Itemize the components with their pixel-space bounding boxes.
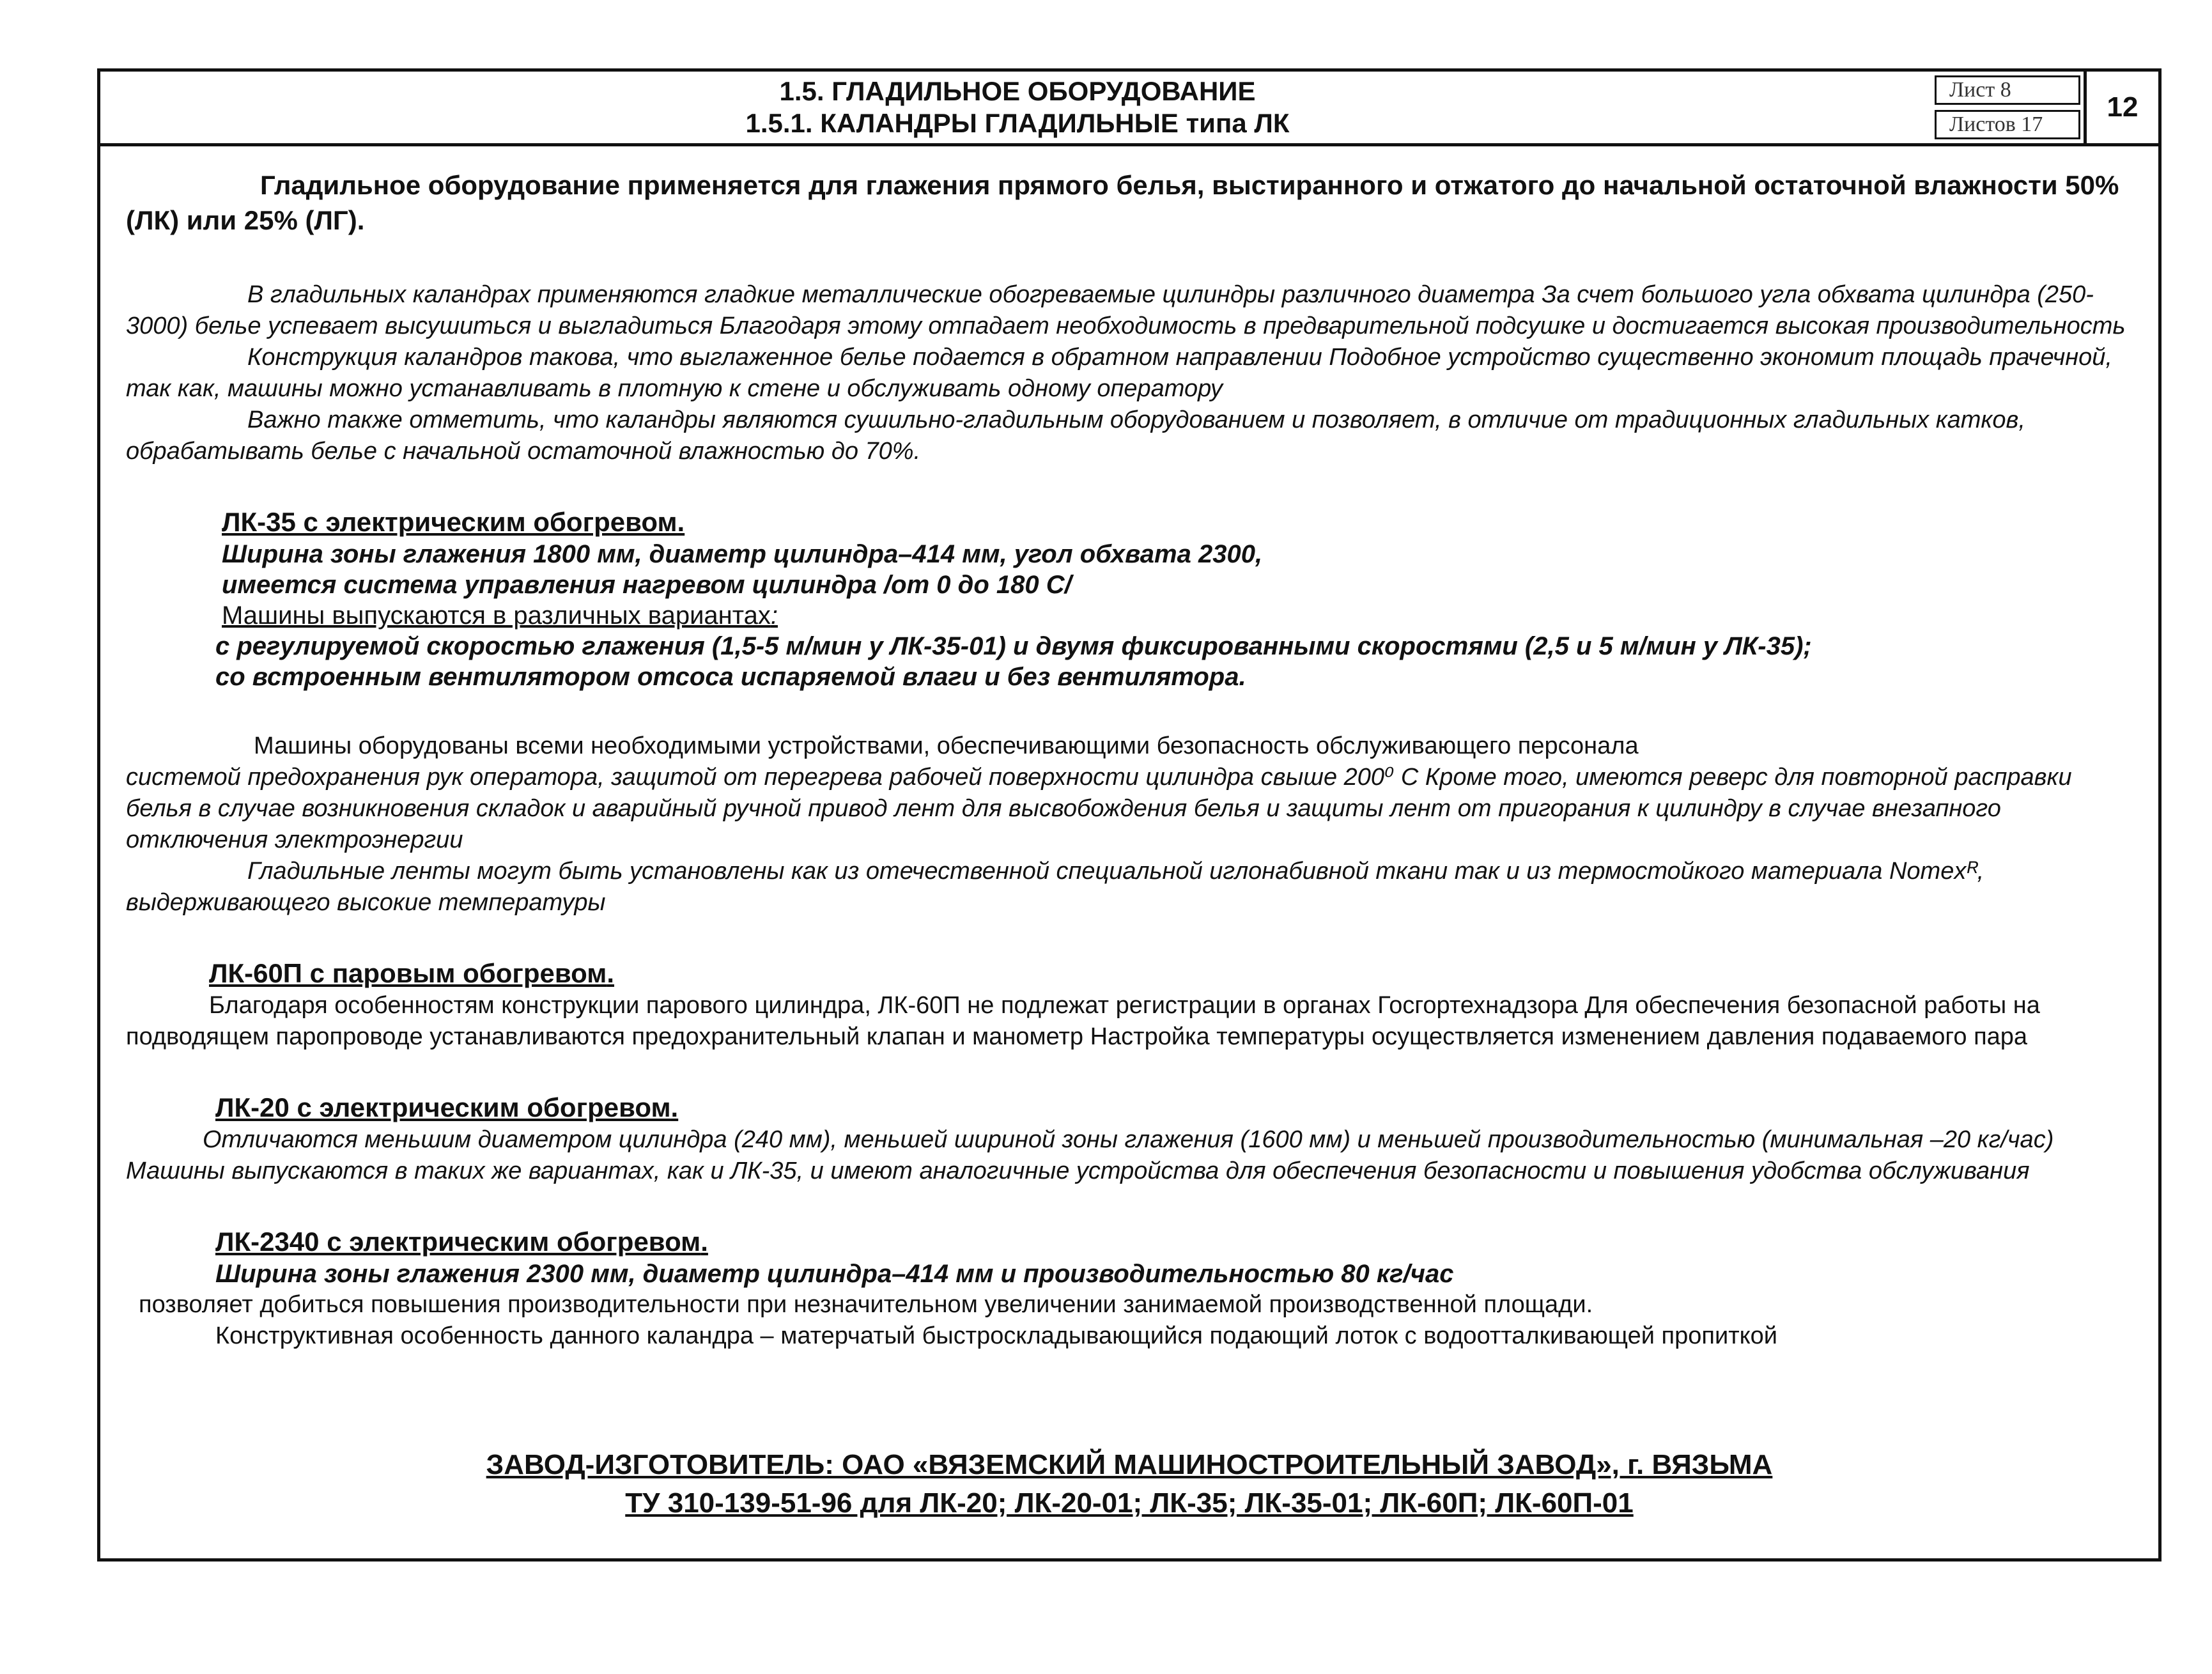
lk2340-heading: ЛК-2340 с электрическим обогревом. [215,1227,708,1257]
section-lk60p [126,957,2139,1053]
lk20-text: Отличаются меньшим диаметром цилиндра (240 мм), меньшей шириной зоны глажения (1600 мм) и меньшей производительностью (минимальная –20 кг/час) Машины выпускаются в таких же вариантах, как и ЛК-35, и имеют аналогичные устройства для обеспечения безопасности и повышения удобства обслуживания [126,1126,2054,1184]
lk35-spec-line1: Ширина зоны глажения 1800 мм, диаметр цилиндра–414 мм, угол обхвата 2300, [222,540,1263,568]
safety-text: системой предохранения рук оператора, защитой от перегрева рабочей поверхности цилиндра свыше 200⁰ С Кроме того, имеются реверс для повторной расправки белья в случае возникновения складок и аварийный ручной привод лент для высвобождения белья и защиты лент от пригорания к цилиндру в случае внезапного отключения электроэнергии [126,764,2072,853]
lk2340-text2: Конструктивная особенность данного каландра – матерчатый быстроскладывающийся подающий лоток с водоотталкивающей пропиткой [215,1322,1778,1349]
page-number: 12 [2084,72,2158,143]
belts-text: Гладильные ленты могут быть установлены как из отечественной специальной иглонабивной ткани так и из термостойкого материала Nomexᴿ, выдерживающего высокие температуры [126,858,1984,916]
section-lk2340 [126,1225,2139,1352]
section-lk35 [126,506,2139,631]
lk35-variants-label-text: Машины выпускаются в различных вариантах [222,601,771,630]
subsection-title: 1.5.1. КАЛАНДРЫ ГЛАДИЛЬНЫЕ типа ЛК [745,108,1290,138]
lk60p-heading: ЛК-60П с паровым обогревом. [209,958,615,988]
safety-intro: Машины оборудованы всеми необходимыми устройствами, обеспечивающими безопасность обслуживающего персонала [254,732,1639,759]
document-sheet [97,68,2162,1562]
page-title [100,75,1935,139]
lk60p-text: Благодаря особенностям конструкции парового цилиндра, ЛК-60П не подлежат регистрации в органах Госгортехнадзора Для обеспечения безопасной работы на подводящем паропроводе устанавливаются предохранительный клапан и манометр Настройка температуры осуществляется изменением давления подаваемого пара [126,992,2040,1050]
lk35-variants-label: Машины выпускаются в различных вариантах: [222,601,778,630]
lk35-variants [126,631,2139,692]
section-lk20 [126,1091,2139,1187]
lk2340-heading-text: ЛК-2340 с электрическим обогревом [215,1227,701,1257]
main-content [126,167,2139,1352]
lk60p-heading-text: ЛК-60П с паровым обогревом [209,958,607,988]
sheets-total-label: Листов 17 [1935,110,2080,139]
sheet-label: Лист 8 [1935,75,2080,105]
manufacturer-line: ЗАВОД-ИЗГОТОВИТЕЛЬ: ОАО «ВЯЗЕМСКИЙ МАШИНОСТРОИТЕЛЬНЫЙ ЗАВОД», г. ВЯЗЬМА [486,1449,1773,1480]
lk35-heading: ЛК-35 с электрическим обогревом. [222,507,685,537]
paragraph-cylinders: В гладильных каландрах применяются гладкие металлические обогреваемые цилиндры различного диаметра За счет большого угла обхвата цилиндра (250-3000) белье успевает высушиться и выгладиться Благодаря этому отпадает необходимость в предварительной подсушке и достигается высокая производительность [126,281,2126,339]
lk35-heading-text: ЛК-35 с электрическим обогревом [222,507,677,537]
lk35-variant1: с регулируемой скоростью глажения (1,5-5 м/мин у ЛК-35-01) и двумя фиксированными скоростями (2,5 и 5 м/мин у ЛК-35); [215,632,1812,660]
manufacturer-footer [100,1446,2158,1523]
lk35-variant2: со встроенным вентилятором отсоса испаряемой влаги и без вентилятора. [215,663,1246,691]
lk2340-text1: позволяет добиться повышения производительности при незначительном увеличении занимаемой производственной площади. [139,1291,1593,1318]
lk20-heading-text: ЛК-20 с электрическим обогревом [215,1092,671,1122]
spec-standard-line: ТУ 310-139-51-96 для ЛК-20; ЛК-20-01; ЛК-35; ЛК-35-01; ЛК-60П; ЛК-60П-01 [625,1487,1634,1519]
lk20-heading: ЛК-20 с электрическим обогревом. [215,1092,679,1122]
lk2340-spec: Ширина зоны глажения 2300 мм, диаметр цилиндра–414 мм и производительностью 80 кг/час [215,1260,1454,1288]
paragraph-construction: Конструкция каландров такова, что выглаженное белье подается в обратном направлении Подобное устройство существенно экономит площадь прачечной, так как, машины можно устанавливать в плотную к стене и обслуживать одному оператору [126,344,2112,402]
header [100,72,2158,146]
lk35-spec-line2: имеется система управления нагревом цилиндра /от 0 до 180 С/ [222,571,1072,599]
section-safety [126,731,2139,918]
section-title: 1.5. ГЛАДИЛЬНОЕ ОБОРУДОВАНИЕ [779,76,1256,106]
intro-paragraph: Гладильное оборудование применяется для глажения прямого белья, выстиранного и отжатого до начальной остаточной влажности 50% (ЛК) или 25% (ЛГ). [126,170,2119,235]
paragraph-moisture: Важно также отметить, что каландры являются сушильно-гладильным оборудованием и позволяет, в отличие от традиционных гладильных катков, обрабатывать белье с начальной остаточной влажностью до 70%. [126,407,2025,465]
